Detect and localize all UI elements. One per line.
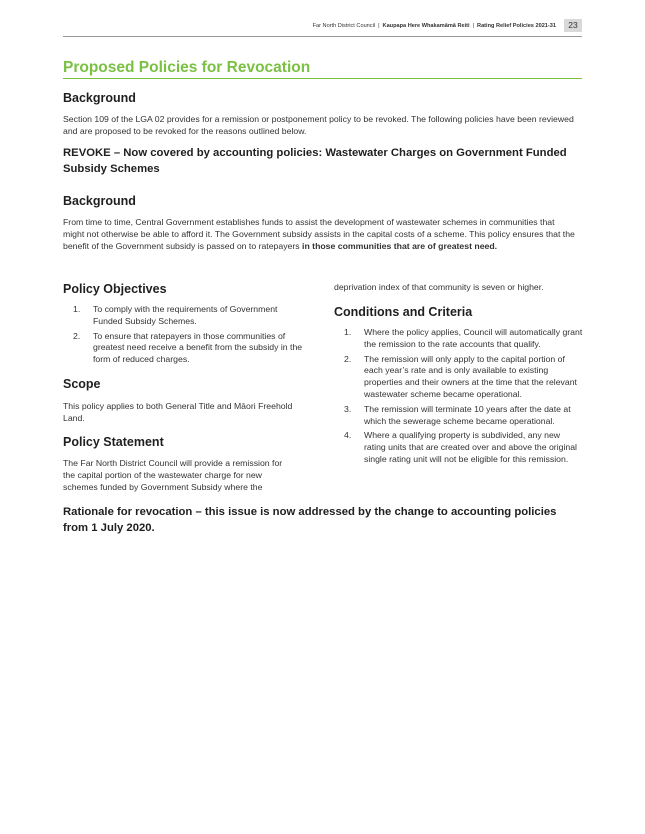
- conditions-heading: Conditions and Criteria: [334, 305, 473, 319]
- header-text: [313, 23, 556, 29]
- background-heading: Background: [63, 91, 136, 105]
- list-item: [334, 404, 584, 428]
- policy-statement-continued: deprivation index of that community is seven or higher.: [334, 282, 544, 292]
- list-item: [63, 304, 309, 328]
- conditions-list: [334, 327, 584, 469]
- list-text: To ensure that ratepayers in those communities of greatest need receive a benefit from the subsidy in the form of reduced charges.: [93, 330, 303, 365]
- background-text: Section 109 of the LGA 02 provides for a remission or postponement policy to be revoked. The following policies have been reviewed and are proposed to be revoked for the reasons outlined below.: [63, 114, 574, 136]
- list-number: 1.: [344, 327, 352, 337]
- header-separator: |: [378, 23, 380, 29]
- background-text-2-bold: in those communities that are of greatest need.: [302, 240, 498, 251]
- list-text: To comply with the requirements of Government Funded Subsidy Schemes.: [93, 304, 278, 326]
- list-number: 4.: [344, 430, 352, 441]
- list-number: 2.: [73, 330, 81, 341]
- header-org: Far North District Council: [312, 23, 376, 29]
- header-doc-title: Kaupapa Here Whakamāmā Reiti: [382, 23, 470, 29]
- list-text: Where the policy applies, Council will automatically grant the remission to the rate accounts that qualify.: [364, 327, 583, 349]
- objectives-list: [63, 304, 309, 369]
- scope-text: This policy applies to both General Title and Māori Freehold Land.: [63, 401, 293, 423]
- list-item: [334, 430, 584, 465]
- revoke-heading: REVOKE – Now covered by accounting policies: Wastewater Charges on Government Funded Subsidy Schemes: [63, 147, 567, 175]
- list-number: 3.: [344, 403, 352, 414]
- policy-objectives-heading: Policy Objectives: [63, 282, 167, 296]
- list-number: 2.: [344, 353, 352, 364]
- list-item: [334, 354, 584, 401]
- page-title: Proposed Policies for Revocation: [63, 59, 582, 79]
- policy-statement-heading: Policy Statement: [63, 435, 164, 449]
- rationale-heading: Rationale for revocation – this issue is now addressed by the change to accounting policies from 1 July 2020.: [63, 506, 557, 534]
- list-item: [63, 331, 309, 366]
- background-text-2: [63, 217, 578, 252]
- header-section: Rating Relief Policies 2021-31: [477, 23, 556, 29]
- list-text: Where a qualifying property is subdivided, any new rating units that are created over and above the original single rating unit will not be eligible for this remission.: [364, 430, 577, 464]
- list-text: The remission will only apply to the capital portion of each year’s rate and is only available to existing properties and their owners at the time that the relevant wastewater scheme became operational.: [364, 353, 577, 399]
- background-text-2-regular: From time to time, Central Government establishes funds to assist the development of wastewater schemes in communities that might not otherwise be able to afford it. The Government subsidy assists in the capital costs of a scheme. This policy ensures that the benefit of the Government subsidy is passed on to ratepayers: [63, 217, 575, 251]
- list-number: 1.: [73, 304, 81, 314]
- background-heading-2: Background: [63, 194, 136, 208]
- list-text: The remission will terminate 10 years after the date at which the sewerage scheme became operational.: [364, 403, 571, 426]
- list-item: [334, 327, 584, 351]
- page-header: [63, 20, 582, 37]
- policy-statement-text: The Far North District Council will provide a remission for the capital portion of the wastewater charge for new schemes funded by Government Subsidy where the: [63, 458, 283, 492]
- header-separator: |: [472, 23, 475, 29]
- page-number: 23: [564, 19, 582, 32]
- scope-heading: Scope: [63, 377, 101, 391]
